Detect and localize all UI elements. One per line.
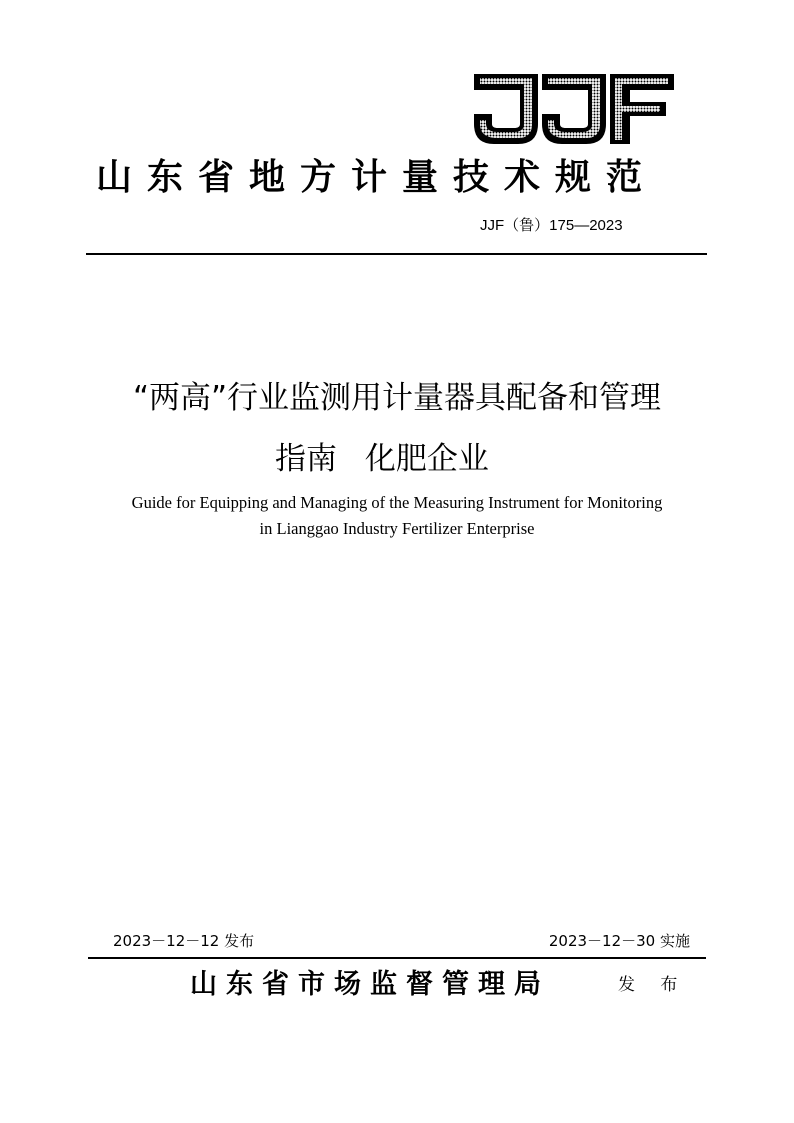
logo-letter-j-1 (474, 74, 538, 144)
publisher-name: 山东省市场监督管理局 (190, 969, 550, 1000)
logo-letter-j-2 (542, 74, 606, 144)
series-title: 山东省地方计量技术规范 (96, 156, 658, 198)
jjf-logo (474, 74, 674, 144)
title-en-line-1: Guide for Equipping and Managing of the Measuring Instrument for Monitoring (131, 493, 663, 512)
top-divider (86, 253, 707, 255)
issue-date: 2023－12－12 发布 (113, 932, 255, 950)
title-en (60, 490, 734, 542)
publish-label: 发 布 (618, 975, 688, 995)
logo-letter-f (610, 74, 674, 144)
title-zh-line-1: “两高”行业监测用计量器具配备和管理 (132, 380, 662, 416)
implementation-date: 2023－12－30 实施 (548, 932, 690, 950)
title-zh-line-2: 指南 化肥企业 (275, 441, 489, 477)
standard-code: JJF（鲁）175—2023 (480, 217, 623, 234)
title-en-line-2: in Lianggao Industry Fertilizer Enterprise (259, 519, 535, 538)
bottom-divider (88, 957, 706, 959)
